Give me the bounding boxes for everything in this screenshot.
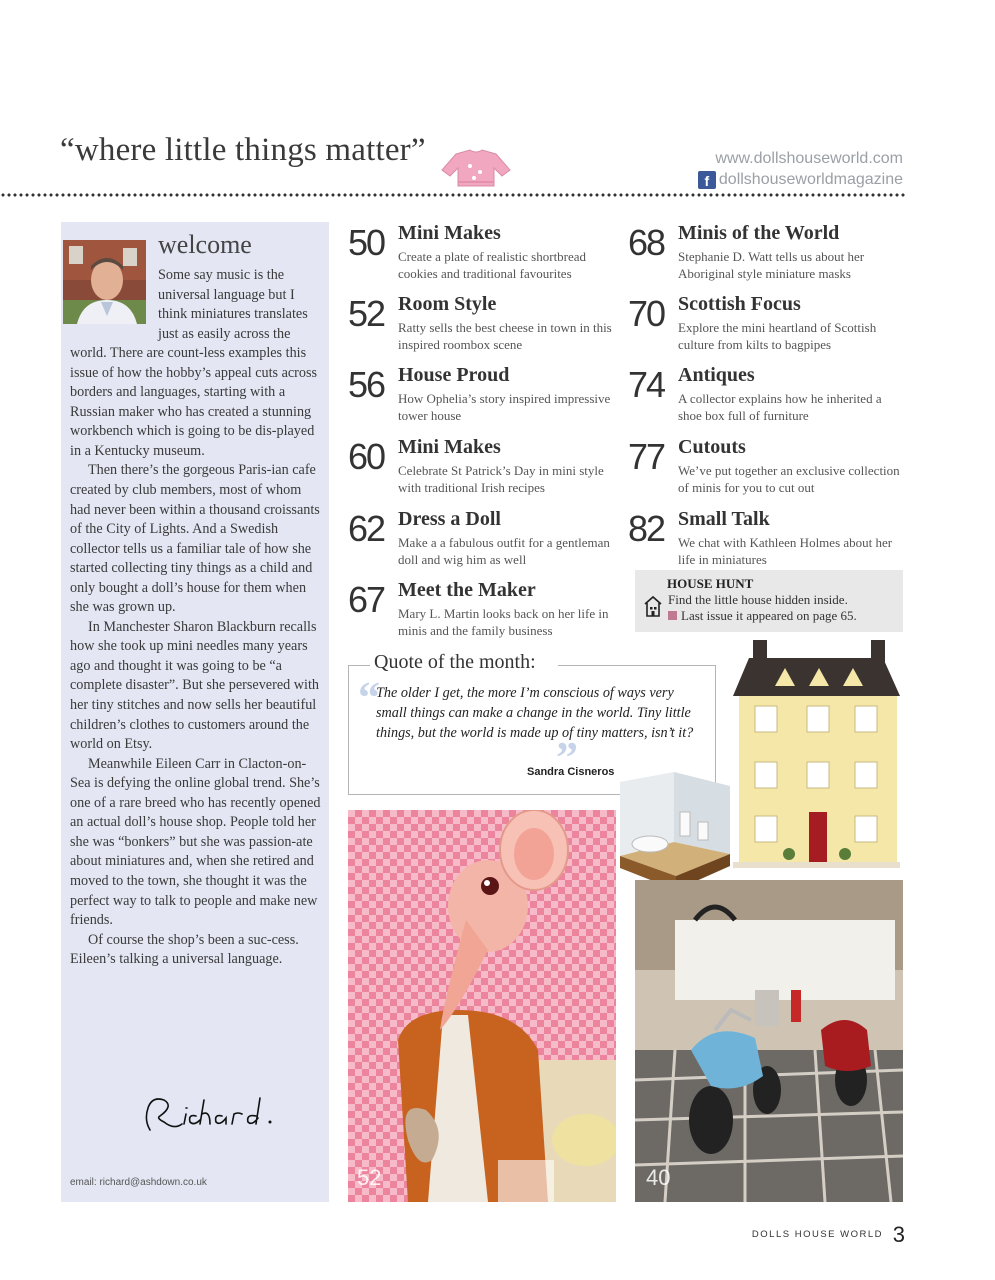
welcome-paragraph: Of course the shop’s been a suc-cess. Eileen’s talking a universal language. — [70, 931, 299, 968]
contents-item[interactable] — [348, 510, 618, 580]
quote-frame-line — [558, 665, 716, 666]
pink-square-icon — [668, 611, 677, 620]
contents-item[interactable] — [628, 295, 898, 365]
article-desc: Ratty sells the best cheese in town in this inspired roombox scene — [398, 320, 612, 352]
quote-label: Quote of the month: — [374, 651, 536, 673]
dotted-divider — [0, 192, 905, 198]
tagline: “where little things matter” — [60, 132, 426, 168]
article-title: Room Style — [398, 293, 497, 315]
article-title: Minis of the World — [678, 222, 840, 244]
signature-image — [130, 1090, 280, 1140]
contents-item[interactable] — [348, 366, 618, 436]
article-title: Small Talk — [678, 508, 770, 530]
contents-item[interactable] — [628, 224, 898, 294]
article-title: Antiques — [678, 364, 755, 386]
page-number: 68 — [628, 222, 665, 263]
facebook-handle: dollshouseworldmagazine — [718, 171, 903, 188]
article-title: Scottish Focus — [678, 293, 801, 315]
quote-author: Sandra Cisneros — [527, 766, 615, 778]
article-title: Meet the Maker — [398, 579, 536, 601]
page-number: 77 — [628, 436, 665, 477]
photo-page-number: 40 — [646, 1165, 671, 1190]
article-title: Mini Makes — [398, 436, 501, 458]
magazine-name: DOLLS HOUSE WORLD — [751, 1229, 883, 1240]
contents-item[interactable] — [628, 438, 898, 508]
facebook-icon: f — [698, 171, 716, 189]
article-desc: Create a plate of realistic shortbread cookies and traditional favourites — [398, 249, 587, 281]
article-desc: Explore the mini heartland of Scottish culture from kilts to bagpipes — [678, 320, 877, 352]
article-desc: How Ophelia’s story inspired impressive tower house — [398, 391, 611, 423]
article-desc: We chat with Kathleen Holmes about her life in miniatures — [678, 535, 893, 567]
contents-item[interactable] — [348, 438, 618, 508]
article-desc: A collector explains how he inherited a shoe box full of furniture — [678, 391, 882, 423]
article-desc: Make a a fabulous outfit for a gentleman doll and wig him as well — [398, 535, 610, 567]
article-desc: Celebrate St Patrick’s Day in mini style with traditional Irish recipes — [398, 463, 604, 495]
bathroom-roombox-photo — [610, 772, 738, 890]
pink-sweater-icon — [440, 146, 512, 188]
motorbikes-photo — [635, 880, 903, 1202]
article-desc: Stephanie D. Watt tells us about her Aboriginal style miniature masks — [678, 249, 865, 281]
page-number: 56 — [348, 364, 385, 405]
article-title: Cutouts — [678, 436, 746, 458]
article-title: Dress a Doll — [398, 508, 501, 530]
page-number: 74 — [628, 364, 665, 405]
editor-email[interactable]: email: richard@ashdown.co.uk — [70, 1177, 207, 1188]
facebook-link[interactable] — [698, 171, 903, 189]
article-title: House Proud — [398, 364, 510, 386]
website-link[interactable]: www.dollshouseworld.com — [715, 150, 903, 167]
contents-item[interactable] — [348, 581, 618, 651]
article-title: Mini Makes — [398, 222, 501, 244]
page-number: 60 — [348, 436, 385, 477]
page-number: 62 — [348, 508, 385, 549]
contents-item[interactable] — [348, 295, 618, 365]
contents-item[interactable] — [628, 366, 898, 436]
article-desc: We’ve put together an exclusive collection of minis for you to cut out — [678, 463, 900, 495]
dolls-house-photo — [733, 640, 900, 868]
welcome-paragraph: Some say music is the universal language but I think miniatures translates just as easily across the world. There are count-less examples this issue of how the hobby’s appeal cuts across borders and languages, starting with a Russian maker who has created a stunning workbench which is going to be dis-played in a Kentucky museum. — [70, 267, 318, 459]
quote-text: The older I get, the more I’m conscious of ways very small things can make a change in the world. Tiny little things, but the world is made up of tiny matters, isn’t it? — [376, 685, 694, 741]
house-icon — [643, 594, 663, 618]
welcome-paragraph: Then there’s the gorgeous Paris-ian cafe created by club members, most of whom had never been within a thousand croissants of the City of Lights. And a Swedish collector tells us a familiar tale of how she started collecting tiny things as a child and only bought a doll’s house for them when she was grown up. — [70, 462, 320, 616]
welcome-text — [70, 266, 324, 970]
page-number: 67 — [348, 579, 385, 620]
article-desc: Mary L. Martin looks back on her life in minis and the family business — [398, 606, 609, 638]
photo-page-number: 52 — [357, 1165, 382, 1190]
quote-frame-line — [348, 665, 370, 666]
house-hunt-title: HOUSE HUNT — [667, 576, 754, 591]
welcome-paragraph: Meanwhile Eileen Carr in Clacton-on-Sea is defying the online global trend. She’s one of a rare breed who has recently opened an actual doll’s house shop. People told her she was “bonkers” but she was passion-ate about miniatures and, when she retired and moved to the town, she thought it was the perfect way to talk to people and make new friends. — [70, 755, 321, 929]
contents-item[interactable] — [348, 224, 618, 294]
page-number-footer: 3 — [892, 1222, 905, 1247]
welcome-paragraph: In Manchester Sharon Blackburn recalls how she took up mini needles many years ago and thought it was going to be “a complete disaster”. But she persevered with her tiny stitches and now sells her beautiful children’s clothes to customers around the world on Etsy. — [70, 618, 319, 753]
welcome-title: welcome — [158, 230, 252, 259]
page-number: 82 — [628, 508, 665, 549]
house-hunt-box — [635, 570, 903, 632]
rat-figure-photo — [348, 810, 616, 1202]
page-number: 50 — [348, 222, 385, 263]
page-number: 70 — [628, 293, 665, 334]
open-quote-icon: “ — [358, 673, 380, 722]
close-quote-icon: ” — [556, 733, 578, 782]
house-hunt-text: Find the little house hidden inside. Last issue it appeared on page 65. — [668, 592, 857, 623]
page-number: 52 — [348, 293, 385, 334]
